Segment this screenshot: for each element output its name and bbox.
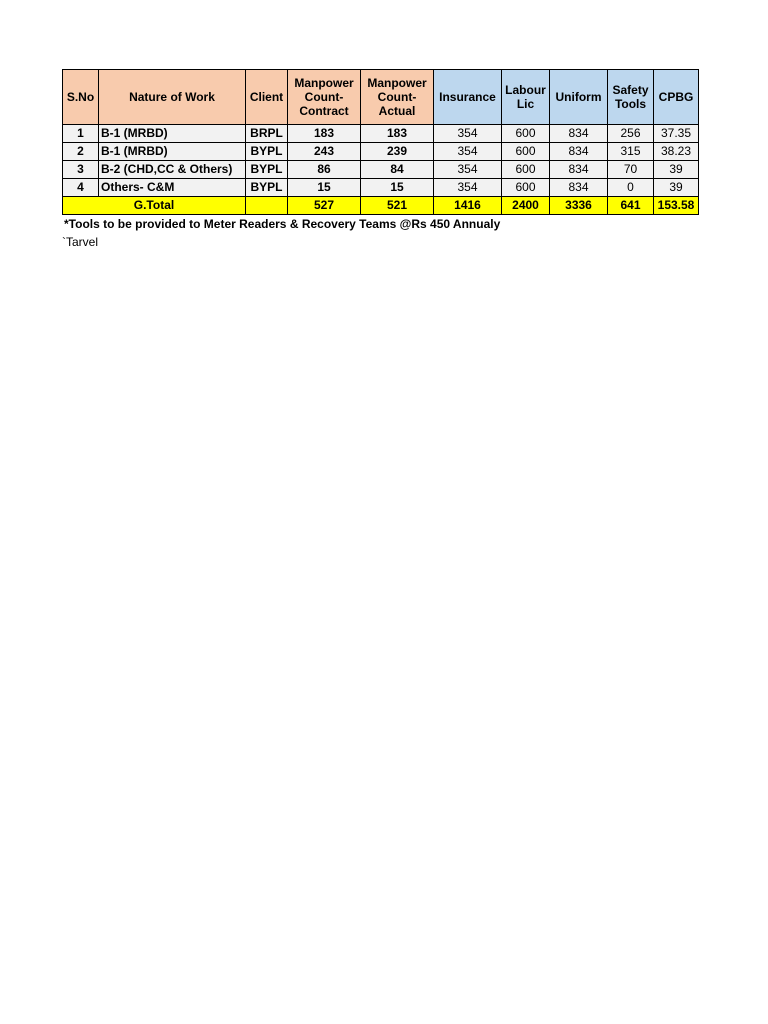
tools-note: *Tools to be provided to Meter Readers & Recovery Teams @Rs 450 Annualy (64, 217, 501, 231)
cell-mp-actual: 84 (361, 161, 434, 179)
grand-total-cpbg: 153.58 (654, 197, 699, 215)
cell-mp-actual: 239 (361, 143, 434, 161)
cell-labour: 600 (502, 143, 550, 161)
cell-safety: 70 (608, 161, 654, 179)
cell-uniform: 834 (550, 125, 608, 143)
cell-client: BYPL (246, 143, 288, 161)
table-row (63, 125, 699, 143)
cell-sno: 3 (63, 161, 99, 179)
grand-total-label: G.Total (63, 197, 246, 215)
cell-labour: 600 (502, 161, 550, 179)
grand-total-mp-contract: 527 (288, 197, 361, 215)
grand-total-row (63, 197, 699, 215)
travel-note: `Tarvel (62, 235, 99, 249)
cell-nature: B-1 (MRBD) (99, 125, 246, 143)
cell-insurance: 354 (434, 179, 502, 197)
grand-total-insurance: 1416 (434, 197, 502, 215)
cell-client: BYPL (246, 161, 288, 179)
cell-uniform: 834 (550, 161, 608, 179)
cell-mp-contract: 183 (288, 125, 361, 143)
cell-mp-contract: 86 (288, 161, 361, 179)
header-labour-lic: Labour Lic (502, 70, 550, 125)
header-manpower-contract: Manpower Count-Contract (288, 70, 361, 125)
cell-cpbg: 39 (654, 161, 699, 179)
cell-labour: 600 (502, 179, 550, 197)
grand-total-safety: 641 (608, 197, 654, 215)
header-cpbg: CPBG (654, 70, 699, 125)
cell-cpbg: 38.23 (654, 143, 699, 161)
cell-uniform: 834 (550, 143, 608, 161)
cell-nature: B-1 (MRBD) (99, 143, 246, 161)
header-row (63, 70, 699, 125)
header-safety-tools: Safety Tools (608, 70, 654, 125)
cell-cpbg: 39 (654, 179, 699, 197)
cell-insurance: 354 (434, 143, 502, 161)
header-nature-of-work: Nature of Work (99, 70, 246, 125)
header-insurance: Insurance (434, 70, 502, 125)
cell-insurance: 354 (434, 125, 502, 143)
header-uniform: Uniform (550, 70, 608, 125)
cell-mp-contract: 243 (288, 143, 361, 161)
cell-sno: 4 (63, 179, 99, 197)
cell-sno: 2 (63, 143, 99, 161)
cell-mp-contract: 15 (288, 179, 361, 197)
table-row (63, 143, 699, 161)
cell-cpbg: 37.35 (654, 125, 699, 143)
cell-client: BYPL (246, 179, 288, 197)
header-sno: S.No (63, 70, 99, 125)
cell-safety: 256 (608, 125, 654, 143)
table-row (63, 161, 699, 179)
table-row (63, 179, 699, 197)
grand-total-uniform: 3336 (550, 197, 608, 215)
grand-total-client (246, 197, 288, 215)
cell-safety: 0 (608, 179, 654, 197)
cell-nature: Others- C&M (99, 179, 246, 197)
cell-labour: 600 (502, 125, 550, 143)
header-manpower-actual: Manpower Count-Actual (361, 70, 434, 125)
cell-mp-actual: 15 (361, 179, 434, 197)
cell-uniform: 834 (550, 179, 608, 197)
grand-total-mp-actual: 521 (361, 197, 434, 215)
cell-client: BRPL (246, 125, 288, 143)
grand-total-labour: 2400 (502, 197, 550, 215)
cell-safety: 315 (608, 143, 654, 161)
cell-sno: 1 (63, 125, 99, 143)
cell-mp-actual: 183 (361, 125, 434, 143)
cell-nature: B-2 (CHD,CC & Others) (99, 161, 246, 179)
header-client: Client (246, 70, 288, 125)
summary-table (62, 69, 699, 215)
cell-insurance: 354 (434, 161, 502, 179)
